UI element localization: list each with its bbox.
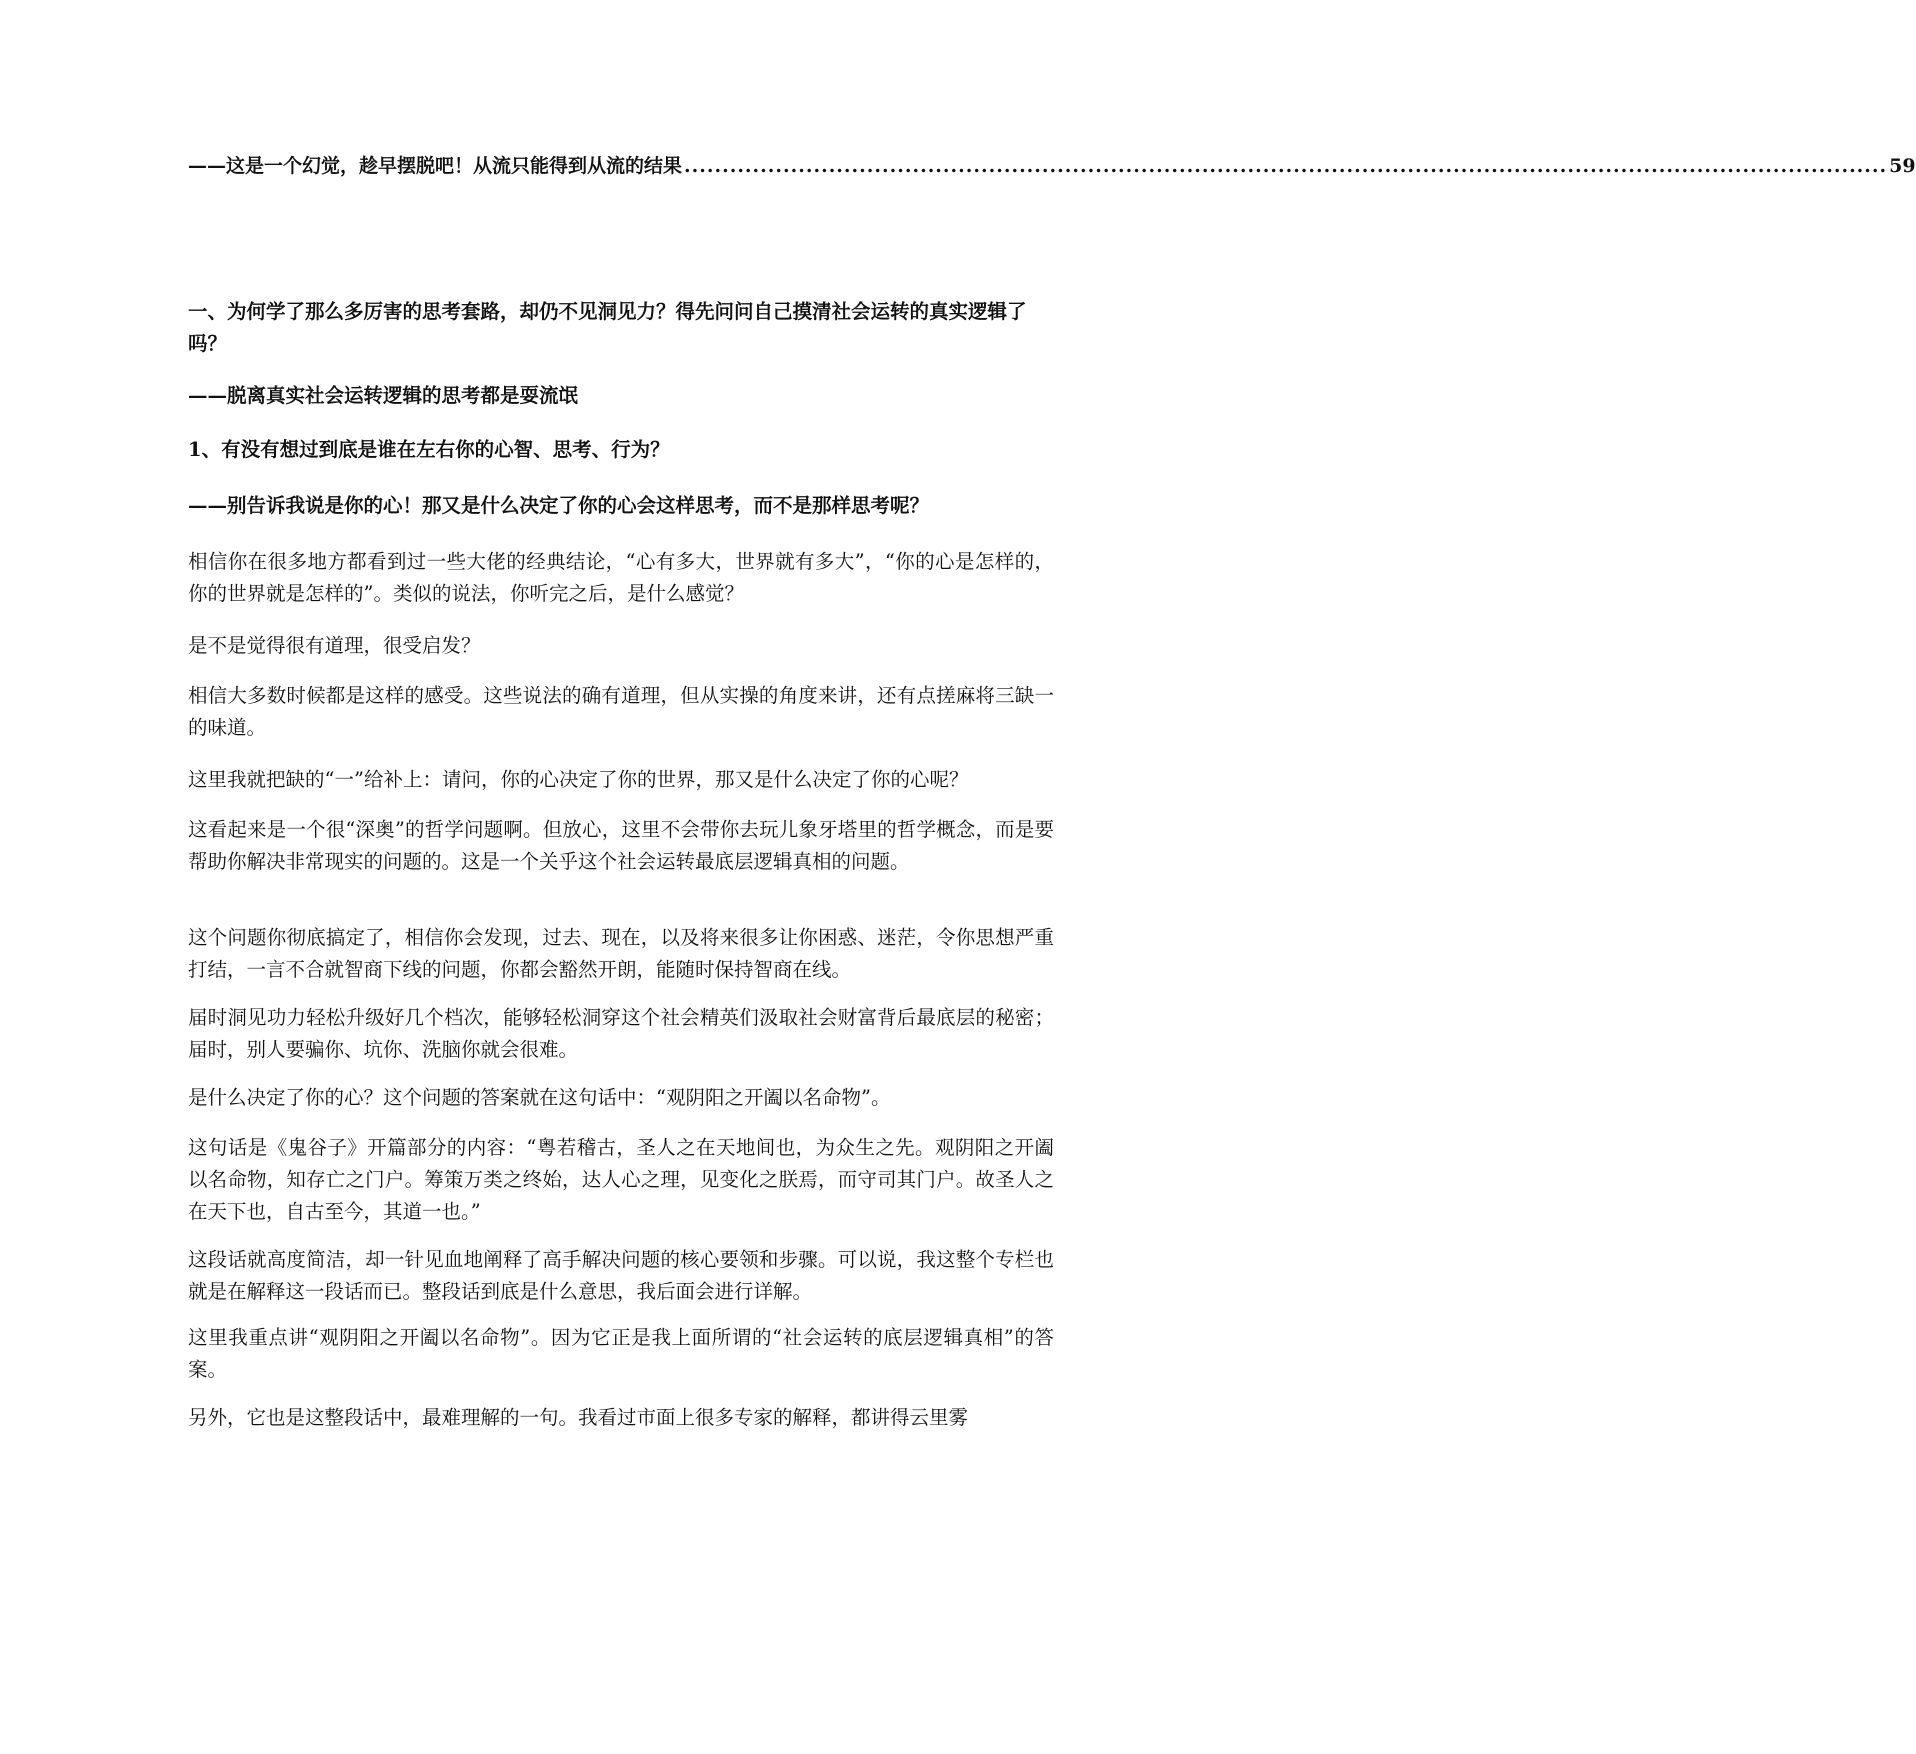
body-paragraph: 这个问题你彻底搞定了，相信你会发现，过去、现在，以及将来很多让你困惑、迷茫，令你思想严重打结，一言不合就智商下线的问题，你都会豁然开朗，能随时保持智商在线。 (188, 926, 1054, 981)
paragraph-block (188, 1322, 1054, 1386)
section-heading-block (188, 296, 1054, 360)
subsection-title: 1、有没有想过到底是谁在左右你的心智、思考、行为？ (188, 438, 670, 461)
paragraph-block (188, 1132, 1054, 1228)
body-paragraph: 这看起来是一个很“深奥”的哲学问题啊。但放心，这里不会带你去玩儿象牙塔里的哲学概念，而是要帮助你解决非常现实的问题的。这是一个关乎这个社会运转最底层逻辑真相的问题。 (188, 818, 1054, 873)
toc-entry-text: ——这是一个幻觉，趁早摆脱吧！从流只能得到从流的结果 (188, 155, 683, 177)
paragraph-block (188, 546, 1054, 610)
body-paragraph: 是不是觉得很有道理，很受启发？ (188, 634, 481, 657)
subsection-subtitle: ——别告诉我说是你的心！那又是什么决定了你的心会这样思考，而不是那样思考呢？ (188, 494, 930, 517)
paragraph-block (188, 1244, 1054, 1308)
body-paragraph: 这里我重点讲“观阴阳之开阖以名命物”。因为它正是我上面所谓的“社会运转的底层逻辑真相”的答案。 (188, 1326, 1054, 1381)
body-paragraph: 相信你在很多地方都看到过一些大佬的经典结论，“心有多大，世界就有多大”，“你的心是怎样的，你的世界就是怎样的”。类似的说法，你听完之后，是什么感觉？ (188, 550, 1054, 605)
section-subtitle: ——脱离真实社会运转逻辑的思考都是耍流氓 (188, 384, 579, 407)
paragraph-block (188, 1402, 1054, 1434)
toc-entry[interactable] (188, 152, 1916, 180)
body-paragraph: 是什么决定了你的心？这个问题的答案就在这句话中：“观阴阳之开阖以名命物”。 (188, 1086, 891, 1109)
section-title: 一、为何学了那么多厉害的思考套路，却仍不见洞见力？得先问问自己摸清社会运转的真实逻辑了吗？ (188, 300, 1027, 355)
paragraph-block (188, 814, 1054, 878)
body-paragraph: 届时洞见功力轻松升级好几个档次，能够轻松洞穿这个社会精英们汲取社会财富背后最底层的秘密；届时，别人要骗你、坑你、洗脑你就会很难。 (188, 1006, 1054, 1061)
body-paragraph: 相信大多数时候都是这样的感受。这些说法的确有道理，但从实操的角度来讲，还有点搓麻将三缺一的味道。 (188, 684, 1054, 739)
paragraph-block (188, 1082, 1054, 1114)
paragraph-block (188, 922, 1054, 986)
paragraph-block (188, 764, 1054, 796)
paragraph-block (188, 1002, 1054, 1066)
body-paragraph: 这句话是《鬼谷子》开篇部分的内容：“粤若稽古，圣人之在天地间也，为众生之先。观阴阳之开阖以名命物，知存亡之门户。筹策万类之终始，达人心之理，见变化之朕焉，而守司其门户。故圣人之在天下也，自古至今，其道一也。” (188, 1136, 1054, 1223)
toc-dot-leader: .............................................................................................................................................................. (684, 155, 1888, 177)
paragraph-block (188, 680, 1054, 744)
body-paragraph: 另外，它也是这整段话中，最难理解的一句。我看过市面上很多专家的解释，都讲得云里雾 (188, 1406, 969, 1429)
toc-page-number: 59 (1889, 155, 1916, 177)
subsection-heading-block (188, 434, 1054, 466)
section-subtitle-block (188, 380, 1054, 412)
subsection-subtitle-block (188, 490, 1054, 522)
body-paragraph: 这段话就高度简洁，却一针见血地阐释了高手解决问题的核心要领和步骤。可以说，我这整个专栏也就是在解释这一段话而已。整段话到底是什么意思，我后面会进行详解。 (188, 1248, 1054, 1303)
paragraph-block (188, 630, 1054, 662)
body-paragraph: 这里我就把缺的“一”给补上：请问，你的心决定了你的世界，那又是什么决定了你的心呢？ (188, 768, 969, 791)
